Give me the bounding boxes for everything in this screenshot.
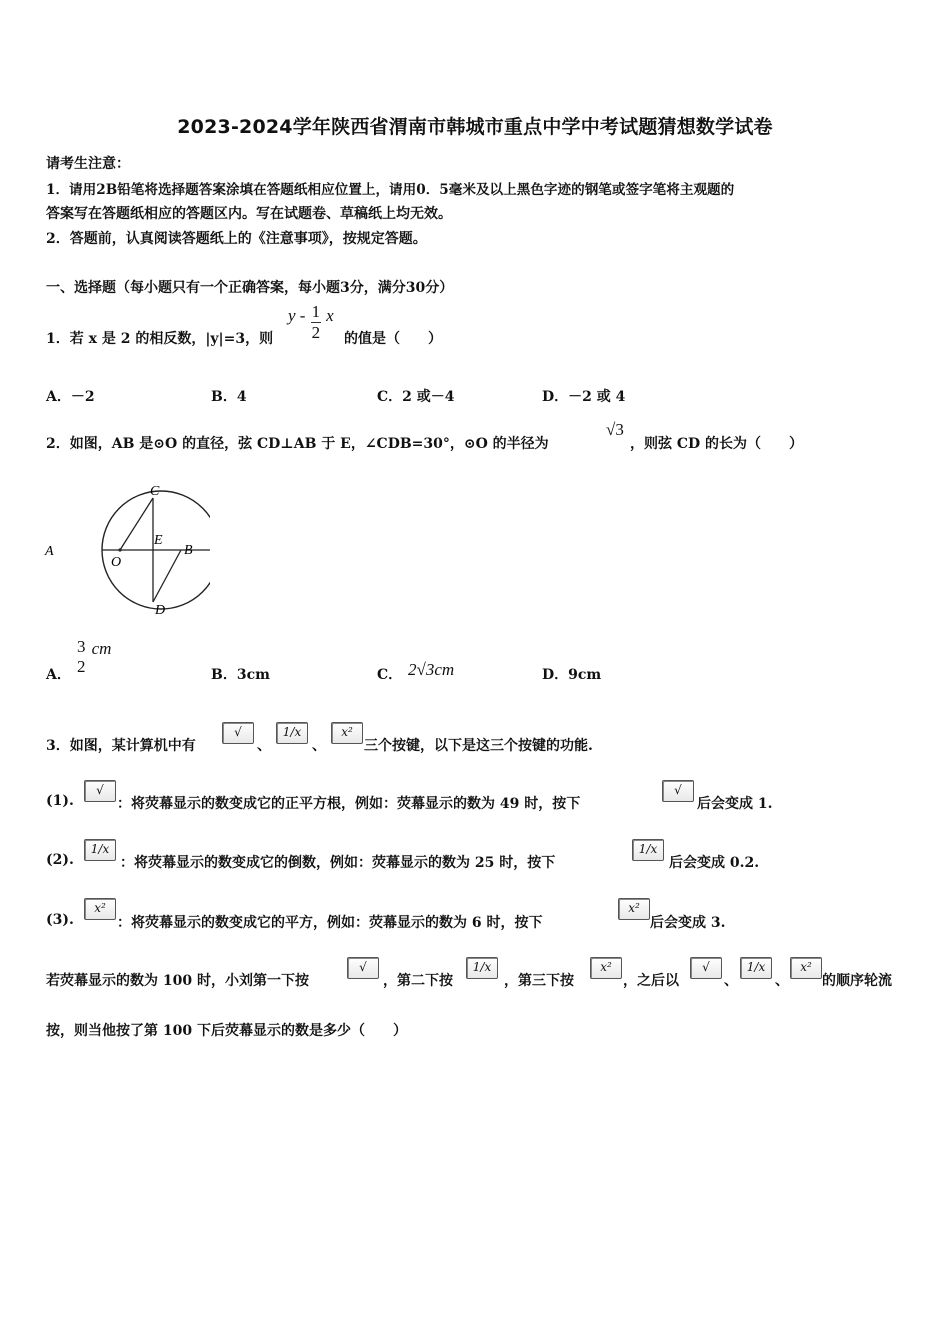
notice-heading: 请考生注意： [46,156,130,172]
q2-opt-a-num: 3 [77,637,86,656]
q2-option-b[interactable]: B．3cm [211,667,270,683]
q1-option-c[interactable]: C．2 或－4 [377,389,455,405]
q3-f2-text: ：将荧幕显示的数变成它的倒数，例如：荧幕显示的数为 25 时，按下 [120,855,556,871]
q1-fraction [311,302,322,343]
q2-stem-a: 2．如图，AB 是⊙O 的直径，弦 CD⊥AB 于 E，∠CDB=30°，⊙O 的半径为 [46,436,549,452]
q2-option-c-value[interactable]: 2√3cm [408,660,455,679]
q2-option-d[interactable]: D．9cm [542,667,602,683]
q1-expression [288,302,334,343]
q1-option-b[interactable]: B．4 [211,389,247,405]
q3-sep-3: 、 [724,973,738,989]
q1-expr-x: x [326,306,334,325]
q3-f1-text: ：将荧幕显示的数变成它的正平方根，例如：荧幕显示的数为 49 时，按下 [117,796,581,812]
reciprocal-key-icon: 1/x [84,839,116,861]
section-heading: 一、选择题（每小题只有一个正确答案，每小题3分，满分30分） [46,280,454,296]
q2-radical: √3 [606,420,624,439]
q3-f1-tail: 后会变成 1. [697,796,773,812]
label-d: D [155,603,166,618]
q2-option-a-value[interactable] [76,637,111,677]
center-dot [118,548,121,551]
q2-circle-figure [40,480,210,620]
q1-frac-den: 2 [311,323,321,342]
q3-last-b: ，第二下按 [383,973,453,989]
square-key-icon: x² [618,898,650,920]
q3-stem-a: 3．如图，某计算机中有 [46,738,196,754]
label-a: A [45,544,54,559]
q3-last-e: 的顺序轮流 [822,973,892,989]
q2-opt-a-den: 2 [77,657,86,676]
q3-f3-tail: 后会变成 3. [650,915,726,931]
reciprocal-key-icon: 1/x [466,957,498,979]
label-o: O [111,555,122,570]
q2-stem-b: ，则弦 CD 的长为（ ） [630,436,804,452]
label-b: B [184,543,193,558]
q3-f1-label: (1). [46,793,74,809]
q3-f3-label: (3). [46,912,74,928]
square-key-icon: x² [790,957,822,979]
q2-opt-a-fraction [76,637,87,677]
notice-line-2: 2．答题前，认真阅读答题纸上的《注意事项》，按规定答题。 [46,231,427,247]
q2-opt-a-unit: cm [91,638,112,658]
q1-expr-y: y - [288,306,306,325]
q1-option-a[interactable]: A．－2 [46,389,95,405]
q3-last-c: ，第三下按 [504,973,574,989]
q3-last-d: ，之后以 [623,973,679,989]
q1-stem-b: 的值是（ ） [344,331,442,347]
notice-line-1a: 1．请用2B铅笔将选择题答案涂填在答题纸相应位置上，请用0．5毫米及以上黑色字迹的钢笔或签字笔将主观题的 [46,182,735,198]
page-title: 2023-2024学年陕西省渭南市韩城市重点中学中考试题猜想数学试卷 [177,116,773,138]
square-key-icon: x² [331,722,363,744]
q3-sep-4: 、 [775,973,789,989]
q2-option-c-label[interactable]: C． [377,667,403,683]
q3-f3-text: ：将荧幕显示的数变成它的平方，例如：荧幕显示的数为 6 时，按下 [117,915,543,931]
q1-stem-a: 1．若 x 是 2 的相反数，|y|=3，则 [46,331,274,347]
segment-db [153,550,181,602]
reciprocal-key-icon: 1/x [276,722,308,744]
q3-stem-b: 三个按键，以下是这三个按键的功能. [364,738,593,754]
label-c: C [150,484,160,499]
square-key-icon: x² [590,957,622,979]
q1-frac-num: 1 [311,302,321,321]
notice-line-1b: 答案写在答题纸相应的答题区内。写在试题卷、草稿纸上均无效。 [46,206,452,222]
sqrt-key-icon: √ [347,957,379,979]
q3-last-a: 若荧幕显示的数为 100 时，小刘第一下按 [46,973,309,989]
reciprocal-key-icon: 1/x [740,957,772,979]
q3-last-line2: 按，则当他按了第 100 下后荧幕显示的数是多少（ ） [46,1023,407,1039]
q3-sep-1: 、 [257,738,271,754]
square-key-icon: x² [84,898,116,920]
q3-f2-tail: 后会变成 0.2. [669,855,760,871]
segment-oc [120,498,153,550]
sqrt-key-icon: √ [84,780,116,802]
q2-option-a-label[interactable]: A． [46,667,71,683]
q3-f2-label: (2). [46,852,74,868]
q3-sep-2: 、 [312,738,326,754]
q1-option-d[interactable]: D．－2 或 4 [542,389,626,405]
q1-stem [46,328,273,348]
sqrt-key-icon: √ [690,957,722,979]
reciprocal-key-icon: 1/x [632,839,664,861]
sqrt-key-icon: √ [222,722,254,744]
label-e: E [154,533,163,548]
sqrt-key-icon: √ [662,780,694,802]
